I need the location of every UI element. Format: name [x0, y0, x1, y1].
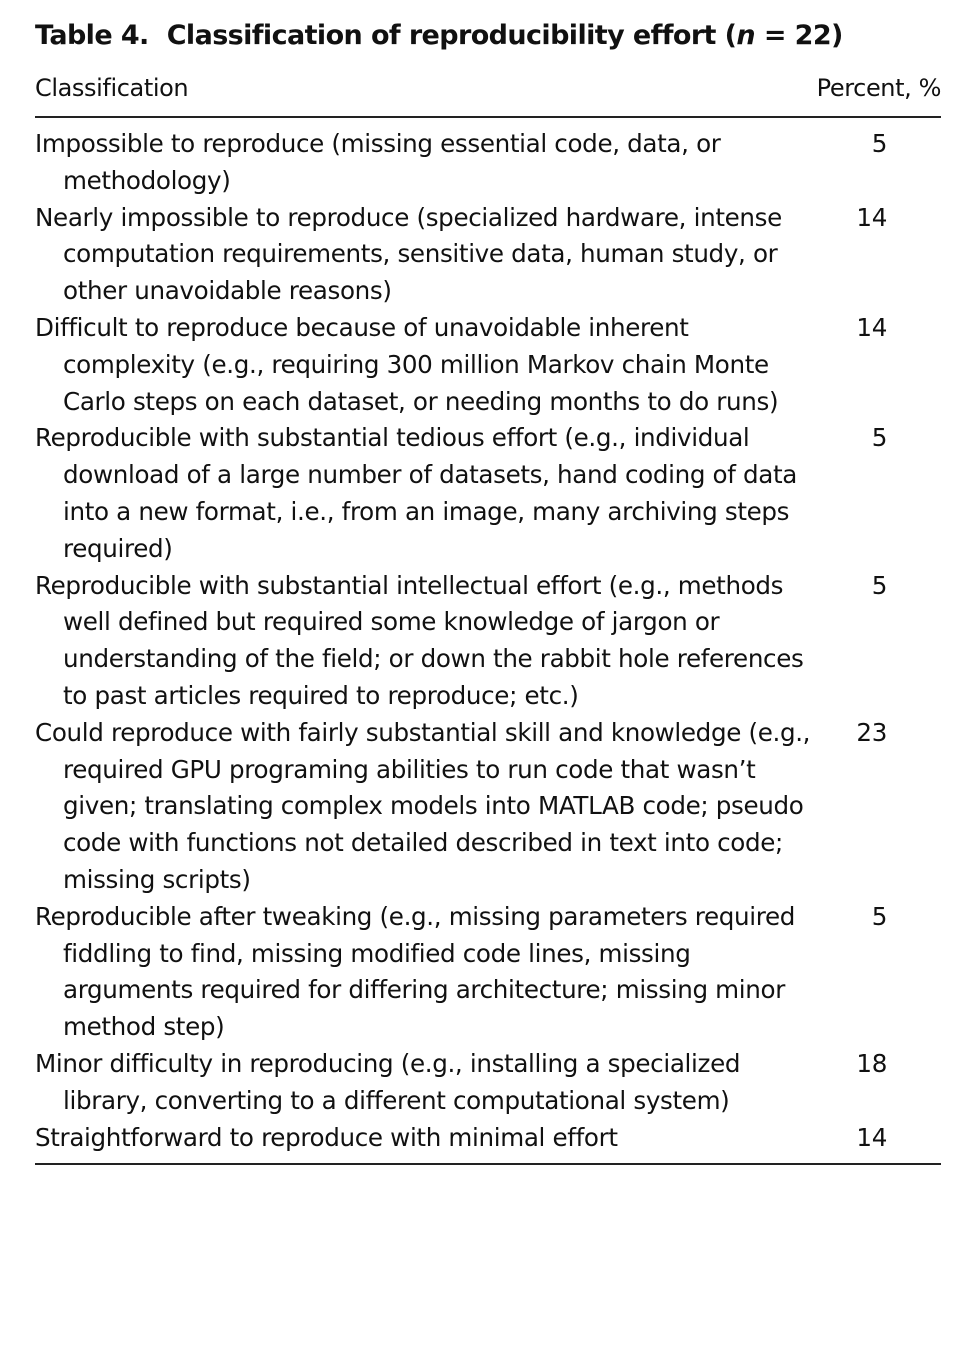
classification-cell: Reproducible with substantial tedious effort (e.g., individual download of a large number of datasets, hand coding of data into a new format, i.e., from an image, many archiving steps required) [35, 423, 798, 563]
table-row [35, 310, 941, 420]
table-title-suffix: = 22) [755, 20, 843, 51]
table-row [35, 126, 941, 200]
classification-table [35, 14, 941, 1165]
classification-cell: Minor difficulty in reproducing (e.g., installing a specialized library, converting to a different computational system) [35, 1048, 741, 1115]
classification-cell: Straightforward to reproduce with minimal effort [35, 1122, 618, 1152]
table-row [35, 568, 941, 715]
percent-cell: 14 [856, 312, 887, 342]
table-row [35, 200, 941, 310]
percent-cell: 14 [856, 202, 887, 232]
classification-cell: Difficult to reproduce because of unavoidable inherent complexity (e.g., requiring 300 million Markov chain Monte Carlo steps on each dataset, or needing months to do runs) [35, 312, 779, 416]
table-row [35, 899, 941, 1046]
percent-cell: 18 [856, 1048, 887, 1078]
classification-cell: Reproducible with substantial intellectual effort (e.g., methods well defined but required some knowledge of jargon or understanding of the field; or down the rabbit hole references to past articles required to reproduce; etc.) [35, 570, 804, 710]
table-title-prefix: Classification of reproducibility effort ( [166, 20, 737, 51]
classification-cell: Reproducible after tweaking (e.g., missing parameters required fiddling to find, missing modified code lines, missing arguments required for differing architecture; missing minor method step) [35, 901, 796, 1042]
percent-cell: 5 [871, 423, 887, 453]
table-row [35, 1046, 941, 1120]
table-row [35, 420, 941, 567]
table-row [35, 715, 941, 899]
classification-cell: Impossible to reproduce (missing essential code, data, or methodology) [35, 129, 721, 195]
table-body [35, 118, 941, 1165]
table-header-row [35, 70, 941, 118]
percent-cell: 5 [871, 570, 887, 600]
table-caption [35, 14, 941, 58]
column-header-classification: Classification [35, 74, 189, 102]
percent-cell: 5 [871, 129, 887, 158]
percent-cell: 23 [856, 717, 887, 747]
percent-cell: 14 [856, 1122, 887, 1152]
table-title-variable: n [736, 20, 756, 51]
classification-cell: Nearly impossible to reproduce (specialized hardware, intense computation requirements, sensitive data, human study, or other unavoidable reasons) [35, 202, 782, 306]
percent-cell: 5 [871, 901, 887, 931]
table-label: Table 4. [35, 20, 149, 51]
classification-cell: Could reproduce with fairly substantial skill and knowledge (e.g., required GPU programing abilities to run code that wasn’t given; translating complex models into MATLAB code; pseudo code with functions not detailed described in text into code; missing scripts) [35, 717, 811, 894]
column-header-percent: Percent, % [816, 74, 941, 102]
table-row [35, 1120, 941, 1157]
